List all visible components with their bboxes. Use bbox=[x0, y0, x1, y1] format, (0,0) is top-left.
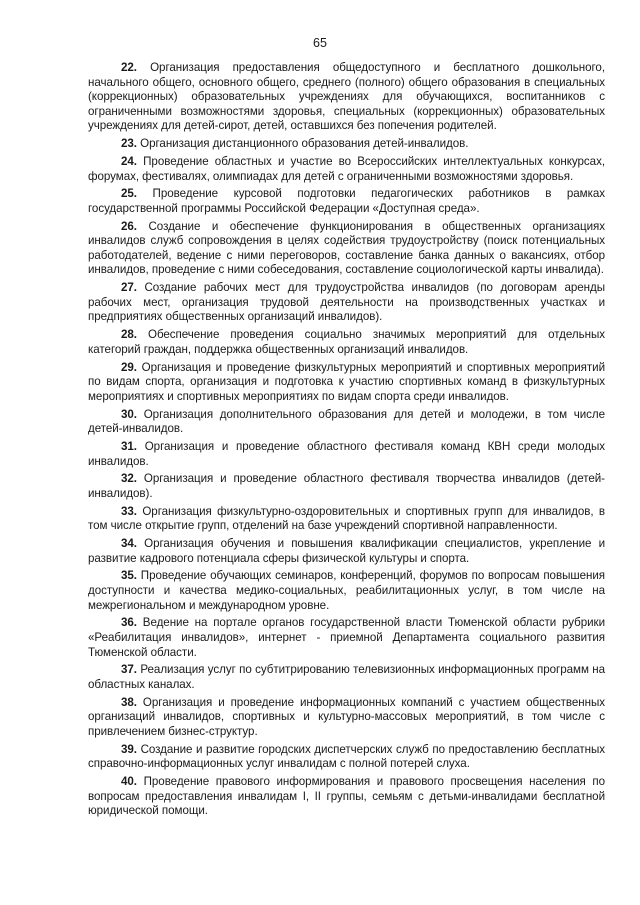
item-text: Обеспечение проведения социально значимых мероприятий для отдельных категорий граждан, поддержка общественных организаций инвалидов. bbox=[88, 328, 605, 356]
list-item bbox=[88, 137, 605, 152]
item-text: Ведение на портале органов государственной власти Тюменской области рубрики «Реабилитация инвалидов», интернет - приемной Департамента социального развития Тюменской области. bbox=[88, 616, 606, 659]
item-number: 33. bbox=[121, 504, 137, 518]
item-number: 37. bbox=[121, 663, 137, 677]
item-number: 31. bbox=[121, 439, 137, 453]
list-item bbox=[88, 663, 605, 692]
item-number: 36. bbox=[121, 616, 137, 630]
list-item bbox=[88, 61, 605, 134]
item-text: Создание рабочих мест для трудоустройства инвалидов (по договорам аренды рабочих мест, организация трудовой деятельности на производственных участках и предприятиях общественных организаций инвалидов). bbox=[88, 281, 605, 324]
list-item bbox=[88, 569, 605, 613]
list-item bbox=[88, 187, 605, 216]
item-text: Организация и проведение областного фестиваля творчества инвалидов (детей-инвалидов). bbox=[88, 472, 605, 500]
item-number: 26. bbox=[121, 219, 137, 233]
item-number: 29. bbox=[121, 360, 137, 374]
item-number: 23. bbox=[121, 137, 137, 151]
list-item bbox=[88, 472, 605, 501]
item-number: 27. bbox=[121, 281, 137, 295]
item-text: Создание и обеспечение функционирования в общественных организациях инвалидов служб сопровождения в целях содействия трудоустройству (поиск потенциальных работодателей, ведение с ними переговоров, составление банка данных о вакансиях, отбор инвалидов, проведение с ними собеседования, составление социологической карты инвалида). bbox=[88, 219, 606, 277]
page-number: 65 bbox=[313, 36, 327, 50]
item-text: Проведение областных и участие во Всероссийских интеллектуальных конкурсах, форумах, фестивалях, олимпиадах для детей с ограниченными возможностями здоровья. bbox=[88, 154, 605, 183]
list-item bbox=[88, 220, 605, 278]
list-item bbox=[88, 696, 605, 740]
list-item bbox=[88, 440, 605, 469]
item-number: 30. bbox=[121, 407, 137, 421]
item-text: Организация дополнительного образования для детей и молодежи, в том числе детей-инвалидов. bbox=[88, 407, 606, 436]
item-number: 39. bbox=[121, 742, 137, 756]
item-number: 35. bbox=[121, 569, 137, 583]
item-text: Проведение обучающих семинаров, конференций, форумов по вопросам повышения доступности и качества медико-социальных, реабилитационных услуг, в том числе на межрегиональном и международном уровне. bbox=[88, 569, 606, 612]
item-text: Реализация услуг по субтитрированию телевизионных информационных программ на областных каналах. bbox=[88, 663, 606, 691]
list-item bbox=[88, 743, 605, 772]
list-item bbox=[88, 361, 605, 405]
item-number: 40. bbox=[121, 775, 137, 789]
item-number: 28. bbox=[121, 328, 137, 342]
item-text: Организация и проведение информационных компаний с участием общественных организаций инвалидов, спортивных и культурно-массовых мероприятий, в том числе с привлечением бизнес-структур. bbox=[88, 695, 606, 738]
item-text: Организация и проведение областного фестиваля команд КВН среди молодых инвалидов. bbox=[88, 439, 606, 468]
item-number: 22. bbox=[121, 61, 137, 74]
list-item bbox=[88, 281, 605, 325]
item-text: Организация дистанционного образования детей-инвалидов. bbox=[140, 137, 469, 151]
item-number: 34. bbox=[121, 537, 137, 551]
item-text: Проведение правового информирования и правового просвещения населения по вопросам предоставления инвалидам I, II группы, семьям с детьми-инвалидами бесплатной юридической помощи. bbox=[88, 775, 606, 818]
list-item bbox=[88, 328, 605, 357]
item-text: Создание и развитие городских диспетчерских служб по предоставлению бесплатных справочно-информационных услуг инвалидам с полной потерей слуха. bbox=[88, 742, 606, 771]
list-item bbox=[88, 408, 605, 437]
list-item bbox=[88, 505, 605, 534]
item-number: 24. bbox=[121, 154, 137, 168]
item-number: 25. bbox=[121, 187, 137, 201]
item-text: Организация и проведение физкультурных мероприятий и спортивных мероприятий по видам спорта, организация и подготовка к участию спортивных команд в физкультурных мероприятиях и спортивных мероприятиях по видам спорта среди инвалидов. bbox=[88, 360, 605, 403]
item-number: 38. bbox=[121, 695, 137, 709]
document-body bbox=[88, 61, 605, 822]
list-item bbox=[88, 775, 605, 819]
list-item bbox=[88, 616, 605, 660]
item-number: 32. bbox=[121, 472, 137, 486]
item-text: Организация физкультурно-оздоровительных и спортивных групп для инвалидов, в том числе открытие групп, отделений на базе учреждений спортивной направленности. bbox=[88, 504, 606, 533]
item-text: Организация предоставления общедоступного и бесплатного дошкольного, начального общего, основного общего, среднего (полного) общего образования в специальных (коррекционных) образовательных учреждениях для обучающихся, воспитанников с ограниченными возможностями здоровья, специальных (коррекционных) образовательных учреждениях для детей-сирот, детей, оставшихся без попечения родителей. bbox=[88, 61, 606, 133]
list-item bbox=[88, 537, 605, 566]
list-item bbox=[88, 155, 605, 184]
item-text: Проведение курсовой подготовки педагогических работников в рамках государственной программы Российской Федерации «Доступная среда». bbox=[88, 187, 606, 215]
item-text: Организация обучения и повышения квалификации специалистов, укрепление и развитие кадрового потенциала сферы физической культуры и спорта. bbox=[88, 537, 605, 565]
